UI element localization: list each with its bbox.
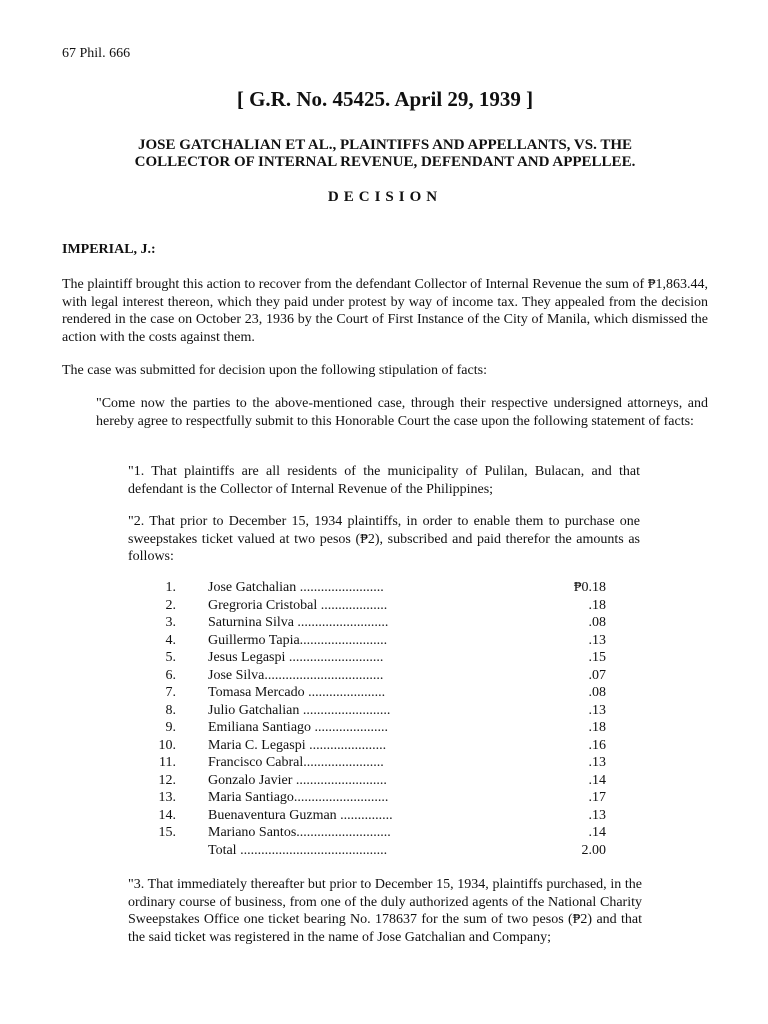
subscriber-amount: .14 bbox=[588, 825, 606, 840]
subscriber-row bbox=[62, 597, 708, 615]
subscriber-amount: .13 bbox=[588, 755, 606, 770]
total-row bbox=[62, 842, 708, 860]
subscriber-amount: .08 bbox=[588, 615, 606, 630]
subscriber-name: Saturnina Silva .......................... bbox=[208, 615, 389, 630]
row-number: 7. bbox=[165, 685, 176, 700]
subscriber-name: Maria Santiago........................... bbox=[208, 790, 389, 805]
subscriber-amount: .13 bbox=[588, 632, 606, 648]
subscriber-amount: 2.00 bbox=[581, 842, 606, 858]
subscriber-amount: .07 bbox=[588, 667, 606, 683]
subscriber-name: Jose Silva.................................. bbox=[208, 667, 384, 683]
subscriber-name: Gregroria Cristobal ................... bbox=[208, 597, 388, 613]
subscriber-row bbox=[62, 824, 708, 842]
subscriber-amount: ₱0.18 bbox=[573, 580, 606, 595]
row-number: 13. bbox=[158, 790, 176, 805]
subscriber-name: Guillermo Tapia......................... bbox=[208, 632, 388, 648]
subscriber-amount: .18 bbox=[588, 597, 606, 613]
decision-heading: DECISION bbox=[327, 189, 443, 205]
subscriber-row bbox=[62, 719, 708, 737]
subscriber-row bbox=[62, 579, 708, 597]
subscriber-name: Mariano Santos........................... bbox=[208, 825, 391, 840]
subscriber-row bbox=[62, 614, 708, 632]
paragraph-2: The case was submitted for decision upon the following stipulation of facts: bbox=[62, 363, 487, 378]
subscriber-row bbox=[62, 632, 708, 650]
subscriber-row bbox=[62, 754, 708, 772]
quoted-stipulation: "Come now the parties to the above-mentioned case, through their respective undersigned attorneys, and hereby agree to respectfully submit to this Honorable Court the case upon the following statement of facts: bbox=[96, 396, 708, 429]
row-number: 15. bbox=[158, 825, 176, 840]
subscriber-name: Jose Gatchalian ........................ bbox=[208, 580, 384, 595]
subscriber-row bbox=[62, 684, 708, 702]
subscriber-name: Tomasa Mercado ...................... bbox=[208, 685, 386, 700]
subscriber-amount: .17 bbox=[588, 790, 606, 805]
row-number: 11. bbox=[159, 755, 176, 770]
subscriber-name: Buenaventura Guzman ............... bbox=[208, 807, 393, 823]
parties-line-2: COLLECTOR OF INTERNAL REVENUE, DEFENDANT AND APPELLEE. bbox=[134, 154, 636, 170]
subscriber-row bbox=[62, 772, 708, 790]
row-number: 4. bbox=[165, 632, 176, 648]
subscriber-name: Emiliana Santiago ..................... bbox=[208, 720, 389, 735]
subscriber-row bbox=[62, 649, 708, 667]
case-title: [ G.R. No. 45425. April 29, 1939 ] bbox=[236, 87, 534, 111]
subscriber-name: Julio Gatchalian ......................... bbox=[208, 702, 391, 718]
row-number: 12. bbox=[158, 772, 176, 788]
subscriber-amount: .14 bbox=[588, 772, 606, 788]
subscriber-amount: .13 bbox=[588, 702, 606, 718]
stipulation-3: "3. That immediately thereafter but prior to December 15, 1934, plaintiffs purchased, in the ordinary course of business, from one of the duly authorized agents of the National Charity Sweepstakes Office one ticket bearing No. 178637 for the sum of two pesos (₱2) and that the said ticket was registered in the name of Jose Gatchalian and Company; bbox=[128, 877, 642, 945]
subscriber-amount: .15 bbox=[588, 650, 606, 665]
row-number: 6. bbox=[165, 667, 176, 683]
row-number: 9. bbox=[165, 720, 176, 735]
row-number: 14. bbox=[158, 807, 176, 823]
subscriber-amount: .08 bbox=[588, 685, 606, 700]
subscriber-name: Total .......................................... bbox=[208, 842, 388, 858]
subscriber-row bbox=[62, 807, 708, 825]
subscriber-row bbox=[62, 702, 708, 720]
subscriber-name: Maria C. Legaspi ...................... bbox=[208, 737, 387, 753]
citation: 67 Phil. 666 bbox=[62, 46, 131, 61]
row-number: 1. bbox=[165, 580, 176, 595]
subscriber-amount: .13 bbox=[588, 807, 606, 823]
subscriber-name: Jesus Legaspi ........................... bbox=[208, 650, 384, 665]
row-number: 5. bbox=[165, 650, 176, 665]
row-number: 3. bbox=[165, 615, 176, 630]
subscriber-name: Gonzalo Javier .......................... bbox=[208, 772, 387, 788]
parties-line-1: JOSE GATCHALIAN ET AL., PLAINTIFFS AND APPELLANTS, VS. THE bbox=[137, 137, 632, 153]
subscriber-amount: .16 bbox=[588, 737, 606, 753]
subscriber-name: Francisco Cabral....................... bbox=[208, 755, 384, 770]
row-number: 2. bbox=[165, 597, 176, 613]
paragraph-1: The plaintiff brought this action to recover from the defendant Collector of Internal Revenue the sum of ₱1,863.44, with legal interest thereon, which they paid under protest by way of income tax. They appealed from the decision rendered in the case on October 23, 1936 by the Court of First Instance of the City of Manila, which dismissed the action with the costs against them. bbox=[62, 277, 708, 345]
case-parties bbox=[62, 137, 708, 171]
row-number: 10. bbox=[158, 737, 176, 753]
subscriber-row bbox=[62, 789, 708, 807]
justice-name: IMPERIAL, J.: bbox=[62, 242, 156, 257]
subscriber-amount: .18 bbox=[588, 720, 606, 735]
subscriber-row bbox=[62, 737, 708, 755]
stipulation-2: "2. That prior to December 15, 1934 plaintiffs, in order to enable them to purchase one sweepstakes ticket valued at two pesos (₱2), subscribed and paid therefor the amounts as follows: bbox=[128, 514, 640, 564]
subscriber-row bbox=[62, 667, 708, 685]
row-number: 8. bbox=[165, 702, 176, 718]
stipulation-1: "1. That plaintiffs are all residents of the municipality of Pulilan, Bulacan, and that defendant is the Collector of Internal Revenue of the Philippines; bbox=[128, 464, 640, 497]
